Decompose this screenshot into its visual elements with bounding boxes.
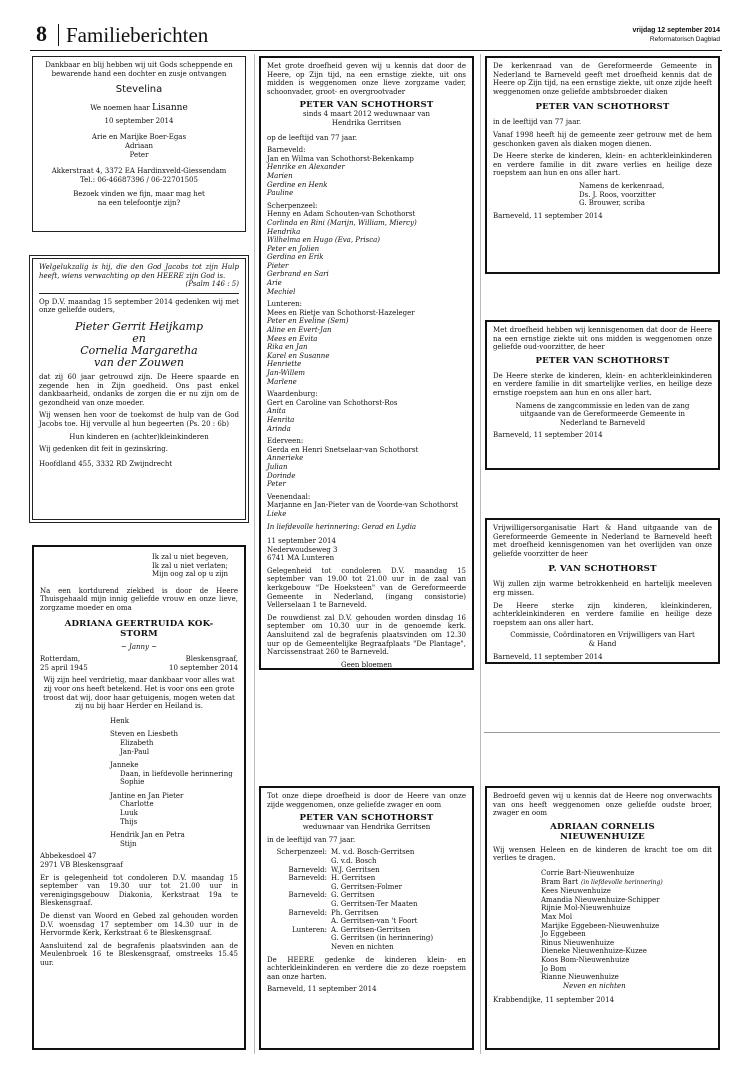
parent-line: Arie en Marijke Boer-Egas	[91, 133, 187, 142]
couple-name-3: van der Zouwen	[93, 355, 185, 369]
family-groups	[267, 146, 466, 518]
obituary-intro: Bedroefd geven wij u kennis dat de Heere nog onverwachts van ons heeft weggenomen onze geliefde oudste broer, zwager en oom	[493, 792, 712, 818]
family-member	[541, 939, 712, 948]
verse-lines	[40, 553, 238, 579]
family-member: Annerieke	[267, 454, 304, 463]
family-member: Gerda en Henri Snetselaar-van Schothorst	[267, 445, 419, 454]
member-name: Rianne Nieuwenhuize	[541, 973, 619, 982]
relative-place	[267, 917, 331, 926]
birth-intro: Dankbaar en blij hebben wij uit Gods scheppende en bewarende hand een dochter en zusje ontvangen	[45, 61, 233, 78]
family-member: Daan, in liefdevolle herinnering	[120, 769, 233, 778]
member-name: Jo Bom	[541, 964, 567, 973]
relative-name: G. v.d. Bosch	[331, 856, 377, 865]
group-place: Scherpenzeel:	[267, 201, 318, 210]
age: op de leeftijd van 77 jaar.	[267, 133, 358, 142]
family-group	[267, 390, 466, 433]
member-name: Koos Bom-Nieuwenhuize	[541, 955, 630, 964]
family-member: Henrike en Alexander	[267, 163, 345, 172]
relative-row	[267, 900, 433, 909]
relative-row	[267, 874, 433, 883]
verse-line: Mijn oog zal op u zijn	[152, 570, 229, 579]
obituary-intro: Met droefheid hebben wij kennisgenomen dat door de Heere na een ernstige ziekte uit ons midden is weggenomen onze geliefde oud-voorzitter, de heer	[493, 326, 712, 352]
footer: Barneveld, 11 september 2014	[493, 211, 603, 220]
couple-and: en	[132, 331, 146, 345]
address-line-2: 2971 VB Bleskensgraaf	[40, 861, 123, 870]
deceased-name: PETER VAN SCHOTHORST	[299, 813, 434, 824]
family-member: Corlinda en Rini (Marijn, William, Miercy)	[267, 218, 417, 227]
relative-place: Barneveld:	[288, 891, 327, 900]
obituary-intro: Tot onze diepe droefheid is door de Heere van onze zijde weggenomen, onze geliefde zwager en oom	[267, 792, 466, 809]
family-member: Marien	[267, 171, 293, 180]
closing-text: De HEERE gedenke de kinderen klein- en achterkleinkinderen en verdere die zo deze roepstem aan onze harten.	[267, 955, 466, 981]
relative-row	[267, 891, 433, 900]
comfort-text: De Heere sterke de kinderen, klein- en achterkleinkinderen en verdere familie in dit zware verlies en heilige deze roepstem aan hun en ons aller hart.	[493, 152, 712, 178]
parents	[39, 133, 239, 159]
relative-row	[267, 909, 433, 918]
family-member: Aline en Evert-Jan	[267, 326, 332, 335]
deceased-name: ADRIANA GEERTRUIDA KOK-STORM	[64, 618, 214, 639]
section-divider	[484, 732, 720, 733]
member-name: Rinus Nieuwenhuize	[541, 938, 615, 947]
sign-line: Namens de kerkenraad,	[579, 181, 665, 190]
group-place: Waardenburg:	[267, 390, 318, 399]
family-member: Arinda	[267, 424, 291, 433]
family-member	[541, 947, 712, 956]
member-name: Bram Bart	[541, 877, 579, 886]
obituary-hart-en-hand	[485, 518, 720, 664]
header-divider	[58, 24, 59, 46]
family-group	[267, 493, 466, 519]
family-member: Anita	[267, 407, 286, 416]
relative-place: Scherpenzeel:	[276, 848, 327, 857]
member-name: Jo Eggebeen	[541, 930, 586, 939]
family-member: Sophie	[120, 778, 145, 787]
relative-name: G. Gerritsen	[331, 891, 375, 900]
relative-name: A. Gerritsen-Gerritsen	[331, 925, 411, 934]
issue-date: vrijdag 12 september 2014	[632, 27, 720, 34]
paper-name: Reformatorisch Dagblad	[649, 36, 720, 43]
member-note: (in liefdevolle herinnering)	[581, 878, 663, 886]
address: Akkerstraat 4, 3372 EA Hardinxveld-Giessendam	[51, 167, 227, 176]
call-prefix: We noemen haar	[90, 104, 150, 113]
family-member: Gerbrand en Sari	[267, 270, 329, 279]
family-member: Steven en Liesbeth	[110, 730, 179, 739]
signature: Commissie, Coördinatoren en Vrijwilligers van Hart & Hand	[510, 631, 695, 648]
family-member	[541, 965, 712, 974]
header-rule	[30, 50, 722, 51]
birth-date: 25 april 1945	[40, 663, 88, 672]
family-member: Henrita	[267, 415, 295, 424]
memory-line: In liefdevolle herinnering: Gerad en Lydia	[267, 522, 417, 531]
footer: Barneveld, 11 september 2014	[493, 431, 603, 440]
member-name: Amandia Nieuwenhuize-Schipper	[541, 895, 660, 904]
condolence-info: Gelegenheid tot condoleren D.V. maandag 15 september van 19.00 tot 21.00 uur in de zaal van kerkgebouw "De Hoeksteen" van de Gereformeerde Gemeente in Nederland, (ingang consistorie) Vellerselaan 1 te Barneveld.	[267, 566, 466, 610]
verse-line: Ik zal u niet begeven,	[152, 553, 229, 561]
relative-row	[267, 866, 433, 875]
comfort-text: De Heere sterke zijn kinderen, kleinkinderen, achterkleinkinderen en verdere familie en heilige deze roepstem aan ons aller hart.	[493, 601, 712, 627]
service-info: De rouwdienst zal D.V. gehouden worden dinsdag 16 september om 10.30 uur in de genoemde kerk. Aansluitend zal de begrafenis plaatsvinden om 12.30 uur op de Gemeentelijke Begraafplaats "De Plantage", Narcissenstraat 260 te Barneveld.	[267, 613, 466, 657]
family-member: Hendrika	[267, 227, 301, 236]
footer: Barneveld, 11 september 2014	[493, 652, 603, 661]
family-member: Mechiel	[267, 287, 296, 296]
family-member: Peter en Jolien	[267, 244, 320, 253]
birth-date: 10 september 2014	[104, 116, 174, 125]
address-line-2: 6741 MA Lunteren	[267, 554, 335, 563]
deceased-name: P. VAN SCHOTHORST	[548, 564, 657, 575]
relative-place	[267, 934, 331, 943]
obituary-text: Wij zijn heel verdrietig, maar dankbaar voor alles wat zij voor ons heeft betekend. Het is voor ons een grote troost dat wij, door haar getuigenis, mogen weten dat zij nu bij haar Herder en Heiland is.	[43, 676, 235, 711]
family-member	[541, 887, 712, 896]
family-member: Mees en Evita	[267, 334, 318, 343]
family-member: Peter	[267, 480, 286, 489]
relative-row	[267, 943, 433, 952]
deceased-name: PETER VAN SCHOTHORST	[535, 102, 670, 113]
relative-place	[267, 900, 331, 909]
family-member: Henny en Adam Schouten-van Schothorst	[267, 210, 416, 219]
member-name: Kees Nieuwenhuize	[541, 887, 611, 896]
obituary-kok-storm	[32, 545, 246, 1050]
family-member: Karel en Susanne	[267, 351, 330, 360]
gathering-note: Wij gedenken dit feit in gezinskring.	[39, 445, 169, 454]
family-member: Marlene	[267, 377, 297, 386]
relative-row	[267, 883, 433, 892]
relative-place	[267, 943, 331, 952]
parent-line: Peter	[129, 150, 149, 159]
relative-place: Barneveld:	[288, 874, 327, 883]
birth-place: Rotterdam,	[40, 655, 81, 664]
family-member: Jan en Wilma van Schothorst-Bekenkamp	[267, 154, 414, 163]
family-group	[267, 146, 466, 198]
deceased-name: PETER VAN SCHOTHORST	[535, 355, 670, 366]
death-date: 10 september 2014	[169, 663, 238, 672]
burial-info: Aansluitend zal de begrafenis plaatsvinden aan de Meulenbroek 16 te Bleskensgraaf, omstreeks 15.45 uur.	[40, 941, 238, 967]
address: Hoofdland 455, 3332 RD Zwijndrecht	[39, 459, 173, 468]
family-member	[541, 878, 712, 888]
family-member	[541, 956, 712, 965]
member-name: Corrie Bart-Nieuwenhuize	[541, 868, 635, 877]
family-member	[541, 904, 712, 913]
family-member: Luuk	[120, 809, 138, 818]
relative-place	[267, 857, 331, 866]
family-group	[267, 300, 466, 386]
family-member: Thijs	[120, 817, 138, 826]
family-member: Wilhelma en Hugo (Eva, Prisca)	[267, 236, 381, 245]
obituary-church-council	[485, 56, 720, 274]
age: in de leeftijd van 77 jaar.	[493, 118, 582, 127]
widower-line: weduwnaar van Hendrika Gerritsen	[302, 823, 431, 832]
relative-row	[267, 934, 433, 943]
group-place: Barneveld:	[267, 146, 306, 155]
parent-line: Adriaan	[125, 141, 153, 150]
family-group	[267, 202, 466, 297]
family-member: Jan-Paul	[120, 747, 150, 756]
family-member: Gerdina en Erik	[267, 253, 324, 262]
relative-name: Neven en nichten	[331, 942, 394, 951]
divider	[39, 293, 239, 294]
bible-verse: Welgelukzalig is hij, die den God Jacobs tot zijn Hulp heeft, wiens verwachting op den HEERE zijn God is.	[39, 263, 239, 280]
sign-line: Ds. J. Roos, voorzitter	[579, 190, 656, 199]
obituary-inlaws	[259, 786, 474, 1050]
notice-date: 11 september 2014	[267, 537, 336, 546]
family-member: Gerdine en Henk	[267, 180, 328, 189]
call-name: Lisanne	[152, 103, 188, 114]
life-dates	[40, 655, 238, 672]
sign-line: G. Brouwer, scriba	[579, 199, 645, 208]
relative-name: G. Gerritsen-Folmer	[331, 882, 402, 891]
family-member: Pieter	[267, 261, 289, 270]
address-line-1: Abbekesdoel 47	[40, 852, 97, 861]
relative-row	[267, 926, 433, 935]
footer: Krabbendijke, 11 september 2014	[493, 996, 615, 1005]
death-info	[169, 655, 238, 672]
family-member: Charlotte	[120, 800, 154, 809]
relative-place	[267, 883, 331, 892]
nickname: ~ Janny ~	[120, 642, 158, 651]
relative-name: Ph. Gerritsen	[331, 908, 379, 917]
obituary-choir-committee	[485, 320, 720, 470]
family-member: Janneke	[110, 761, 139, 770]
family-member	[541, 930, 712, 939]
relative-row	[267, 857, 433, 866]
family-member	[541, 869, 712, 878]
anniversary-announcement	[32, 258, 246, 520]
anniversary-text-1: dat zij 60 jaar getrouwd zijn. De Heere spaarde en zegende hen in Zijn goedheid. Ons past enkel dankbaarheid, ondanks de zorgen die er nu zijn om de gezondheid van onze moeder.	[39, 372, 239, 407]
family-member: Lieke	[267, 509, 287, 518]
wish-text: Wij wensen Heleen en de kinderen de kracht toe om dit verlies te dragen.	[493, 845, 712, 863]
section-title: Familieberichten	[66, 23, 209, 47]
family-member: Gert en Caroline van Schothorst-Ros	[267, 398, 398, 407]
couple-name-1: Pieter Gerrit Heijkamp	[74, 319, 204, 333]
spouse-name: Hendrika Gerritsen	[331, 118, 402, 127]
family-member	[541, 896, 712, 905]
relative-row	[267, 917, 433, 926]
family-member: Stijn	[120, 839, 137, 848]
relative-row	[267, 848, 433, 857]
member-name: Rijnie Mol-Nieuwenhuize	[541, 904, 631, 913]
condolence-info: Er is gelegenheid tot condoleren D.V. maandag 15 september van 19.30 uur tot 21.00 uur in verenigingsgebouw Diakonia, Kerkstraat 19a te Bleskensgraaf.	[40, 873, 238, 908]
family-member: Rika en Jan	[267, 343, 308, 352]
age: in de leeftijd van 77 jaar.	[267, 835, 356, 844]
obituary-intro: Vrijwilligersorganisatie Hart & Hand uitgaande van de Gereformeerde Gemeente in Nederland te Barneveld heeft met droefheid kennisgenomen van het overlijden van onze geliefde voorzitter de heer	[493, 524, 712, 558]
page-number: 8	[36, 21, 47, 46]
anniversary-intro: Op D.V. maandag 15 september 2014 gedenken wij met onze geliefde ouders,	[39, 297, 239, 315]
service-info: De dienst van Woord en Gebed zal gehouden worden D.V. woensdag 17 september om 14.30 uur in de Hervormde Kerk, Kerkstraat 6 te Bleskensgraaf.	[40, 912, 238, 938]
family-member	[541, 913, 712, 922]
birth-announcement	[32, 56, 246, 232]
death-place: Bleskensgraaf,	[185, 655, 238, 664]
deceased-name-2: NIEUWENHUIZE	[560, 831, 645, 842]
verse-reference: (Psalm 146 : 5)	[185, 280, 239, 289]
family-member: Pauline	[267, 189, 294, 198]
obituary-intro: De kerkenraad van de Gereformeerde Gemeente in Nederland te Barneveld geeft met droefheid kennis dat de Heere op Zijn tijd, na een ernstige ziekte, uit onze zijde heeft weggenomen onze geliefde ambtsbroeder diaken	[493, 62, 712, 96]
family-member: Jantine en Jan Pieter	[110, 791, 184, 800]
relatives-table	[267, 848, 433, 951]
family-member: Arie	[267, 279, 282, 288]
relative-name: H. Gerritsen	[331, 874, 376, 883]
visit-note: Bezoek vinden we fijn, maar mag het na een telefoontje zijn?	[73, 190, 205, 207]
birth-info	[40, 655, 88, 672]
family-list	[40, 717, 238, 849]
family-list	[493, 869, 712, 982]
call-name-line	[39, 104, 239, 113]
member-name: Marijke Eggebeen-Nieuwenhuize	[541, 921, 660, 930]
family-member: Jan-Willem	[267, 369, 306, 377]
family-member: Henriette	[267, 360, 302, 369]
group-place: Veenendaal:	[267, 492, 311, 501]
footer: Barneveld, 11 september 2014	[267, 985, 377, 994]
telephone: Tel.: 06-46687396 / 06-22701505	[80, 175, 198, 184]
obituary-intro: Na een kortdurend ziekbed is door de Heere Thuisgehaald mijn innig geliefde vrouw en onze lieve, zorgzame moeder en oma	[40, 586, 238, 612]
relative-place: Barneveld:	[288, 908, 327, 917]
deceased-name: PETER VAN SCHOTHORST	[299, 100, 434, 111]
relative-name: M. v.d. Bosch-Gerritsen	[331, 848, 415, 857]
signatories	[493, 182, 712, 208]
family-member: Marjanne en Jan-Pieter van de Voorde-van Schothorst	[267, 501, 459, 510]
signature: Namens de zangcommissie en leden van de zang uitgaande van de Gereformeerde Gemeente in Nederland te Barneveld	[515, 401, 690, 427]
memory-text: Wij zullen zijn warme betrokkenheid en hartelijk meeleven erg missen.	[493, 580, 712, 597]
address-line-1: Nederwoudseweg 3	[267, 545, 338, 554]
column-divider	[480, 54, 481, 1054]
column-divider	[254, 54, 255, 1054]
relative-name: G. Gerritsen-Ter Maaten	[331, 899, 418, 908]
verse-line: Ik zal u niet verlaten;	[152, 561, 228, 570]
relative-name: G. Gerritsen (in herinnering)	[331, 934, 434, 943]
family-member: Hendrik Jan en Petra	[110, 831, 185, 840]
children-line: Hun kinderen en (achter)kleinkinderen	[69, 432, 209, 441]
no-flowers: Geen bloemen	[341, 660, 392, 669]
couple-name-2: Cornelia Margaretha	[80, 343, 198, 357]
deceased-name-1: ADRIAAN CORNELIS	[550, 821, 655, 832]
relative-place: Lunteren:	[292, 925, 327, 934]
baby-name: Stevelina	[115, 84, 163, 96]
nephews-line: Neven en nichten	[563, 981, 626, 990]
group-place: Lunteren:	[267, 300, 302, 309]
family-member: Julian	[267, 462, 288, 471]
service-text: Vanaf 1998 heeft hij de gemeente zeer getrouw met de hem geschonken gaven als diaken mogen dienen.	[493, 130, 712, 148]
relative-name: W.J. Gerritsen	[331, 865, 380, 874]
family-member	[541, 973, 712, 982]
obituary-family-schothorst	[259, 56, 474, 670]
relative-place: Barneveld:	[288, 865, 327, 874]
family-member: Dorinde	[267, 471, 296, 480]
comfort-text: De Heere sterke de kinderen, klein- en achterkleinkinderen en verdere familie in dit smartelijke verlies, en heilige deze ernstige roepstem aan hun en ons aller hart.	[493, 371, 712, 397]
member-name: Dieneke Nieuwenhuize-Kuzee	[541, 947, 647, 956]
widower-since: sinds 4 maart 2012 weduwnaar van	[303, 110, 430, 119]
family-group	[267, 437, 466, 489]
relative-name: A. Gerritsen-van 't Foort	[331, 917, 418, 926]
family-member	[541, 922, 712, 931]
family-member: Elizabeth	[120, 738, 154, 747]
obituary-intro: Met grote droefheid geven wij u kennis dat door de Heere, op Zijn tijd, na een ernstige ziekte, uit ons midden is weggenomen onze lieve zorgzame vader, schoonvader, groot- en overgrootvader	[267, 62, 466, 96]
member-name: Max Mol	[541, 912, 573, 921]
family-member: Peter en Eveline (Sem)	[267, 317, 349, 326]
anniversary-text-2: Wij wensen hen voor de toekomst de hulp van de God Jacobs toe. Hij vervulle al hun begeerten (Ps. 20 : 6b)	[39, 411, 239, 428]
family-member: Mees en Rietje van Schothorst-Hazeleger	[267, 308, 415, 317]
obituary-nieuwenhuize	[485, 786, 720, 1050]
group-place: Ederveen:	[267, 437, 304, 446]
family-member: Henk	[110, 716, 129, 725]
